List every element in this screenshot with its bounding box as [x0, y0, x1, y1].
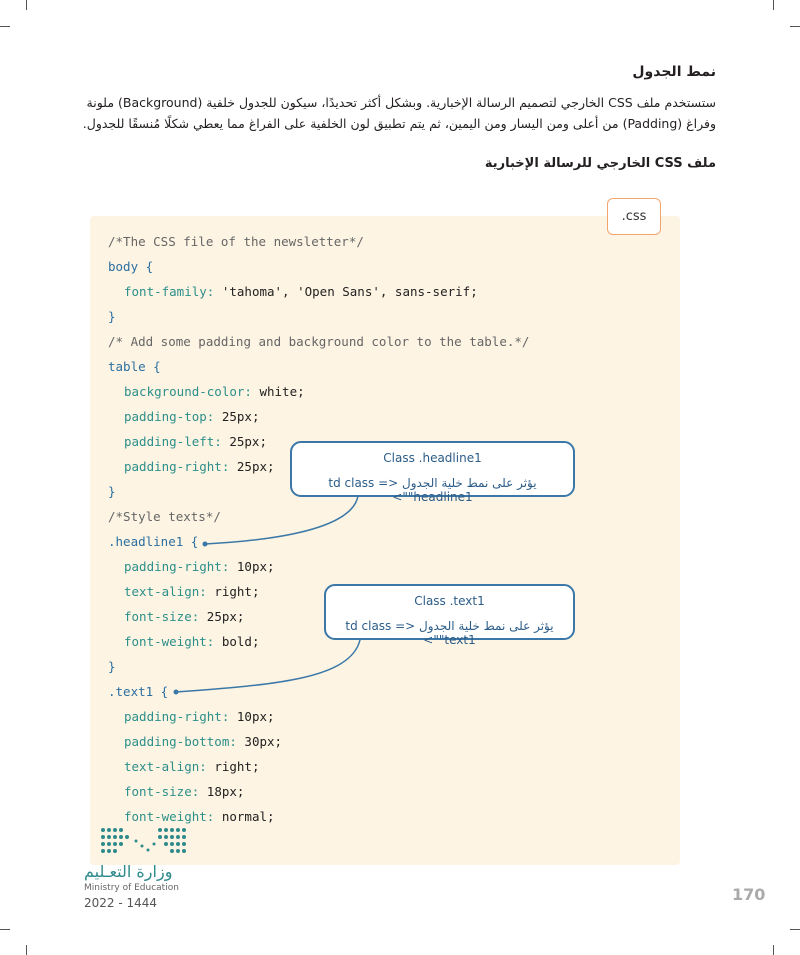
code-property: padding-top:: [124, 409, 222, 424]
code-property: text-align:: [124, 584, 215, 599]
code-value: white;: [259, 384, 305, 399]
section-heading: نمط الجدول: [632, 64, 716, 80]
ministry-name-ar: وزارة التعـليم: [84, 862, 173, 881]
code-property: font-size:: [124, 784, 207, 799]
code-value: 25px;: [229, 434, 267, 449]
callout-title: Class .text1: [414, 594, 485, 608]
code-property: padding-left:: [124, 434, 230, 449]
callout-body: يؤثر على نمط خلية الجدول <td class = "headline1">: [328, 476, 537, 504]
code-property: padding-right:: [124, 559, 237, 574]
ministry-name-en: Ministry of Education: [84, 883, 179, 893]
edition-year: 2022 - 1444: [84, 896, 158, 910]
code-property: font-family:: [124, 284, 222, 299]
code-property: font-weight:: [124, 634, 222, 649]
code-brace: }: [108, 484, 116, 499]
connector-line: [176, 640, 360, 692]
code-comment: /*Style texts*/: [108, 509, 221, 524]
code-comment: /*The CSS file of the newsletter*/: [108, 234, 364, 249]
code-value: normal;: [221, 809, 275, 824]
text1-callout: [324, 584, 575, 647]
code-brace: }: [108, 309, 116, 324]
code-selector: .text1 {: [108, 684, 169, 699]
file-type-tag: .css: [607, 198, 661, 235]
code-selector: table {: [108, 359, 161, 374]
code-value: 'tahoma', 'Open Sans', sans-serif;: [221, 284, 478, 299]
code-value: 25px;: [206, 609, 245, 624]
intro-paragraph: ستستخدم ملف CSS الخارجي لتصميم الرسالة الإخبارية. وبشكل أكثر تحديدًا، سيكون للجدول خلفية (Background) ملونة وفراغ (Padding) من أعلى ومن اليسار ومن اليمين، ثم يتم تطبيق لون الخلفية على الفراغ مما يعطي شكلًا مُنسقًا للجدول.: [82, 95, 716, 131]
code-subheading: ملف CSS الخارجي للرسالة الإخبارية: [484, 156, 716, 171]
code-value: right;: [214, 584, 260, 599]
code-value: 10px;: [236, 709, 275, 724]
connector-dot: [174, 690, 179, 695]
code-property: background-color:: [124, 384, 260, 399]
ministry-logo-icon: [100, 826, 190, 858]
code-property: text-align:: [124, 759, 215, 774]
code-value: 10px;: [236, 559, 275, 574]
code-property: padding-right:: [124, 459, 237, 474]
code-property: font-weight:: [124, 809, 222, 824]
code-value: 30px;: [244, 734, 283, 749]
code-value: 25px;: [236, 459, 275, 474]
code-comment: /* Add some padding and background color to the table.*/: [108, 334, 530, 349]
page-number: 170: [732, 885, 766, 904]
headline1-callout: [290, 441, 575, 504]
code-value: 18px;: [206, 784, 245, 799]
code-value: 25px;: [221, 409, 260, 424]
callout-body: يؤثر على نمط خلية الجدول <td class = "text1">: [345, 619, 554, 647]
code-selector: .headline1 {: [108, 534, 199, 549]
code-value: bold;: [221, 634, 260, 649]
connector-dot: [203, 542, 208, 547]
code-property: font-size:: [124, 609, 207, 624]
code-property: padding-right:: [124, 709, 237, 724]
code-brace: }: [108, 659, 116, 674]
code-selector: body {: [108, 259, 154, 274]
callout-title: Class .headline1: [383, 451, 482, 465]
code-property: padding-bottom:: [124, 734, 245, 749]
code-value: right;: [214, 759, 260, 774]
